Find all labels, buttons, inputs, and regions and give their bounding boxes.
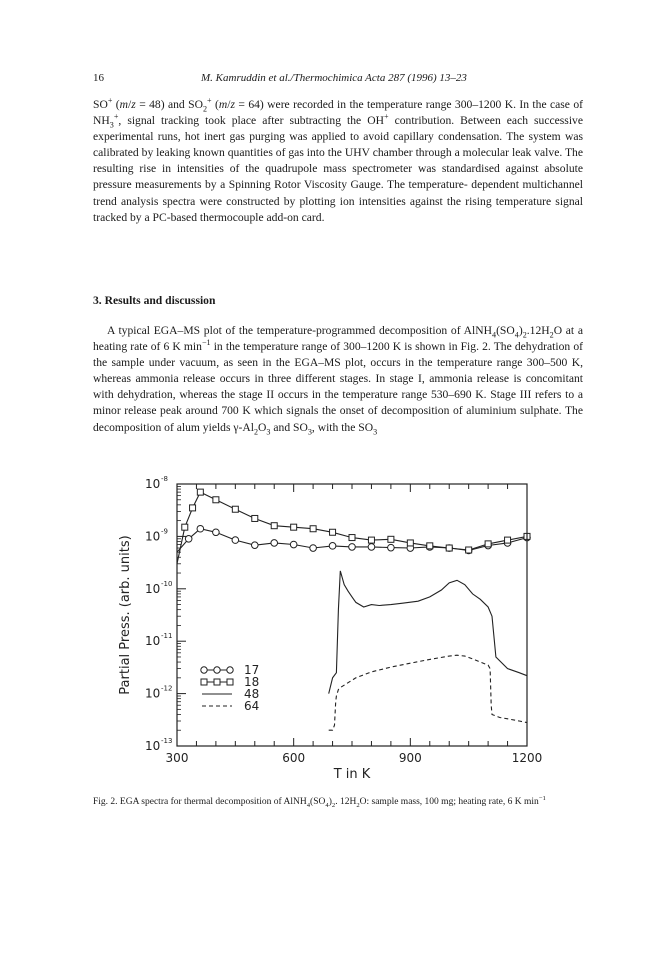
series-line-18 (177, 492, 527, 564)
series-18 (177, 489, 530, 564)
legend-entry-64 (202, 699, 259, 713)
paragraph-results: A typical EGA–MS plot of the temperature-programmed decomposition of $AlNH_4(SO_4)_2.12H_2O$ at a heating rate of 6 K $\min^{-1}$ in the temperature range of 300–1200 K is shown in Fig. 2. The dehydration of the sample under vacuum, as seen in the EGA–MS plot, occurs in the temperature range 300–500 K, whereas ammonia release occurs in three different stages. In stage I, ammonia release is concomitant with dehydration, whereas the stage II occurs in the temperature range 530–690 K. Stage III refers to a minor release peak around 700 K which signals the onset of decomposition of aluminium sulphate. The decomposition of alum yields $\gamma-Al_2O_3$ and $SO_3$, with the $SO_3$ (93, 324, 583, 436)
y-tick-label (145, 685, 172, 701)
figure-caption: Fig. 2. EGA spectra for thermal decomposition of $AlNH_4(SO_4)_2$. $12H_2O$: sample mass, 100 mg; heating rate, 6 K $\min^{-1}$ (93, 794, 546, 809)
series-line-48 (329, 571, 527, 694)
data-point (446, 545, 452, 551)
y-tick-base: 10 (145, 581, 161, 596)
legend-marker (201, 679, 207, 685)
data-point (190, 505, 196, 511)
data-point (271, 540, 278, 547)
y-tick-exponent: -13 (161, 737, 173, 745)
data-point (213, 497, 219, 503)
chart-ticks (177, 484, 527, 746)
page-number: 16 (93, 72, 104, 84)
y-tick-label (145, 580, 172, 596)
chart-legend (201, 663, 259, 713)
data-point (330, 529, 336, 535)
data-point (349, 544, 356, 551)
data-point (388, 536, 394, 542)
data-point (197, 525, 204, 532)
data-point (182, 524, 188, 530)
legend-marker (214, 667, 220, 673)
y-tick-base: 10 (145, 529, 161, 544)
data-point (368, 544, 375, 551)
y-tick-base: 10 (145, 634, 161, 649)
data-point (185, 535, 192, 542)
data-point (407, 540, 413, 546)
plot-frame (177, 484, 527, 746)
legend-label: 17 (244, 663, 260, 677)
chart-labels (118, 475, 542, 782)
x-axis-label: T in K (333, 767, 371, 782)
data-point (290, 541, 297, 548)
data-point (251, 542, 258, 549)
legend-label: 64 (244, 699, 260, 713)
running-title: M. Kamruddin et al./Thermochimica Acta 287 (1996) 13–23 (201, 72, 467, 84)
legend-label: 48 (244, 687, 260, 701)
section-heading: 3. Results and discussion (93, 294, 216, 307)
series-64 (329, 655, 527, 730)
y-tick-exponent: -8 (161, 475, 168, 483)
legend-marker (227, 667, 233, 673)
data-point (197, 489, 203, 495)
data-point (329, 543, 336, 550)
y-tick-exponent: -12 (161, 684, 173, 693)
y-tick-exponent: -11 (161, 632, 173, 641)
y-tick-label (145, 632, 172, 648)
y-tick-base: 10 (145, 477, 161, 491)
data-point (213, 529, 220, 536)
y-tick-label (145, 475, 168, 491)
data-point (291, 524, 297, 530)
data-point (232, 537, 239, 544)
x-tick-label: 900 (398, 751, 422, 765)
series-line-64 (329, 655, 527, 730)
x-tick-label: 300 (165, 751, 189, 765)
series-48 (329, 571, 527, 694)
x-tick-label: 1200 (511, 751, 543, 765)
x-tick-label: 600 (282, 751, 306, 765)
legend-label: 18 (244, 675, 260, 689)
y-tick-exponent: -9 (161, 527, 168, 536)
y-tick-base: 10 (145, 686, 161, 701)
data-point (271, 523, 277, 529)
data-point (310, 545, 317, 552)
data-point (427, 543, 433, 549)
legend-marker (201, 667, 207, 673)
data-point (232, 506, 238, 512)
y-tick-base: 10 (145, 739, 161, 753)
data-point (388, 544, 395, 551)
y-tick-exponent: -10 (161, 579, 173, 588)
legend-marker (214, 679, 220, 685)
y-axis-label: Partial Press. (arb. units) (118, 535, 133, 695)
data-point (349, 535, 355, 541)
paragraph-methods: SO+ (m/z = 48) and $SO_2^+$ (m/z = 64) were recorded in the temperature range 300–1200 K. In the case of $NH_3^+$, signal tracking took place after subtracting the OH+ contribution. Between each successive experimental runs, hot inert gas purging was applied to avoid capillary condensation. The system was calibrated by leaking known quantities of gas into the UHV chamber through a molecular leak valve. The resulting rise in intensities of the quadrupole mass spectrometer was standardised against absolute pressure measurements by a Spinning Rotor Viscosity Gauge. The temperature- dependent multichannel trend analysis spectra were constructed by plotting ion intensities against the rising temperature signal tracked by a PC-based thermocouple add-on card. (93, 96, 583, 224)
data-point (505, 537, 511, 543)
data-point (485, 541, 491, 547)
y-tick-label (145, 527, 168, 543)
data-point (368, 537, 374, 543)
legend-marker (227, 679, 233, 685)
data-point (466, 547, 472, 553)
data-point (310, 526, 316, 532)
data-point (252, 515, 258, 521)
